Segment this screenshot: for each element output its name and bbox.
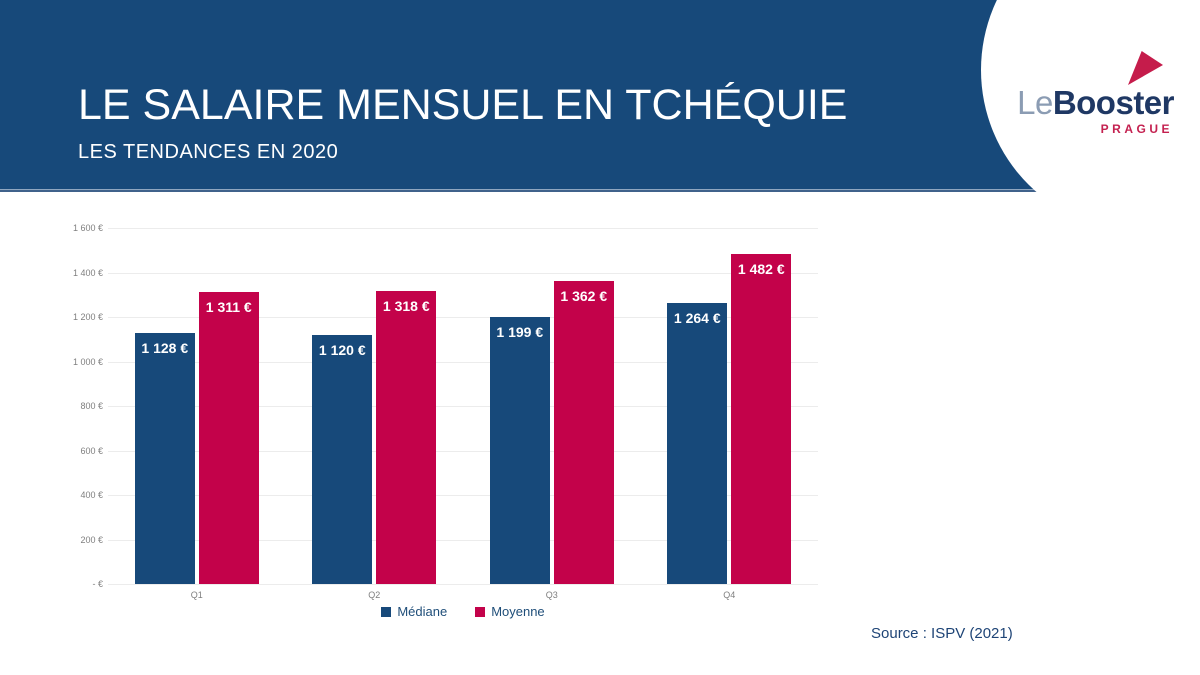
y-axis-tick-label: 800 € xyxy=(80,401,103,411)
x-axis-tick-label: Q4 xyxy=(723,590,736,600)
lebooster-logo xyxy=(1017,86,1174,136)
y-axis-tick-label: - € xyxy=(92,579,103,589)
legend-label: Médiane xyxy=(397,604,448,619)
logo-city: PRAGUE xyxy=(1100,122,1173,136)
header-text-block xyxy=(78,82,847,164)
y-axis-tick-label: 600 € xyxy=(80,445,103,456)
x-axis-tick-label: Q1 xyxy=(190,590,203,600)
y-axis-tick-label: 1 200 € xyxy=(72,312,103,322)
logo-booster: Booster xyxy=(1052,84,1174,121)
y-axis-tick-label: 1 400 € xyxy=(72,267,103,278)
page-title: LE SALAIRE MENSUEL EN TCHÉQUIE xyxy=(78,81,848,129)
gridline xyxy=(108,584,818,585)
bar-value-label: 1 199 € xyxy=(496,324,544,341)
bar-moyenne-q1 xyxy=(199,292,259,584)
bar-médiane-q1 xyxy=(135,333,195,584)
bar-value-label: 1 264 € xyxy=(673,309,721,326)
bar-value-label: 1 128 € xyxy=(141,340,189,357)
x-axis-tick-label: Q3 xyxy=(545,590,558,600)
legend-item-médiane xyxy=(381,604,447,619)
triangle-arrow-icon xyxy=(1124,47,1166,89)
legend-label: Moyenne xyxy=(491,604,545,619)
logo-wordmark xyxy=(1017,86,1174,119)
legend-item-moyenne xyxy=(475,604,544,619)
y-axis-tick-label: 1 600 € xyxy=(72,223,103,233)
bar-value-label: 1 482 € xyxy=(737,261,785,278)
bar-médiane-q2 xyxy=(312,335,372,584)
chart-legend xyxy=(108,604,818,619)
bar-médiane-q4 xyxy=(667,303,727,584)
page-subtitle: LES TENDANCES EN 2020 xyxy=(78,141,339,164)
y-axis-tick-label: 200 € xyxy=(80,534,103,545)
logo-le: Le xyxy=(1017,84,1053,121)
y-axis-tick-label: 400 € xyxy=(80,490,103,500)
bar-médiane-q3 xyxy=(490,317,550,584)
gridline xyxy=(108,228,818,229)
legend-swatch-icon xyxy=(475,607,485,617)
bar-moyenne-q4 xyxy=(731,254,791,584)
bar-value-label: 1 120 € xyxy=(318,341,366,358)
source-note: Source : ISPV (2021) xyxy=(871,625,1013,642)
bar-moyenne-q3 xyxy=(554,281,614,584)
bar-value-label: 1 311 € xyxy=(205,299,252,316)
y-axis-tick-label: 1 000 € xyxy=(72,356,103,367)
bar-value-label: 1 318 € xyxy=(382,297,430,314)
bar-value-label: 1 362 € xyxy=(560,287,608,304)
gridline xyxy=(108,273,818,274)
x-axis-tick-label: Q2 xyxy=(368,590,381,600)
legend-swatch-icon xyxy=(381,607,391,617)
bar-moyenne-q2 xyxy=(376,291,436,584)
